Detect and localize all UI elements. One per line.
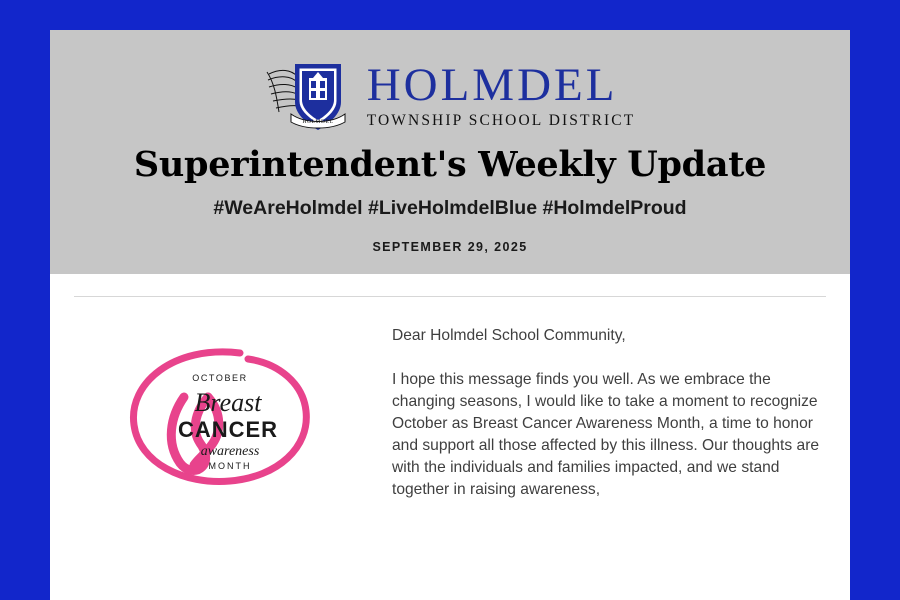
newsletter-header [50,30,850,274]
breast-cancer-awareness-month-graphic [122,339,318,489]
wordmark-holmdel: HOLMDEL [366,58,618,111]
wordmark-subtitle: TOWNSHIP SCHOOL DISTRICT [366,111,636,129]
svg-text:OCTOBER: OCTOBER [192,373,248,383]
svg-text:HOLMDEL: HOLMDEL [302,119,334,125]
issue-date: SEPTEMBER 29, 2025 [372,240,528,254]
svg-text:CANCER: CANCER [177,417,279,442]
page-title: Superintendent's Weekly Update [133,144,767,185]
svg-text:awareness: awareness [200,444,260,459]
holmdel-school-crest-icon [265,54,357,136]
letter-greeting: Dear Holmdel School Community, [392,327,626,344]
district-wordmark [366,58,636,129]
letter-paragraph-1: I hope this message finds you well. As we embrace the changing seasons, I would like to take a moment to recognize October as Breast Cancer Awareness Month, a time to honor and support all those affected by this illness. Our thoughts are with the individuals and families impacted, and we stand together in raising awareness, [392,371,820,498]
content-row [74,297,826,501]
feature-image-column [74,321,366,489]
hashtags: #WeAreHolmdel #LiveHolmdelBlue #HolmdelProud [213,197,687,219]
newsletter-body [50,296,850,501]
newsletter-card [50,30,850,600]
svg-text:Breast: Breast [194,388,262,417]
district-logo [70,54,830,136]
svg-text:MONTH: MONTH [208,461,252,471]
letter-text-column [392,321,826,501]
